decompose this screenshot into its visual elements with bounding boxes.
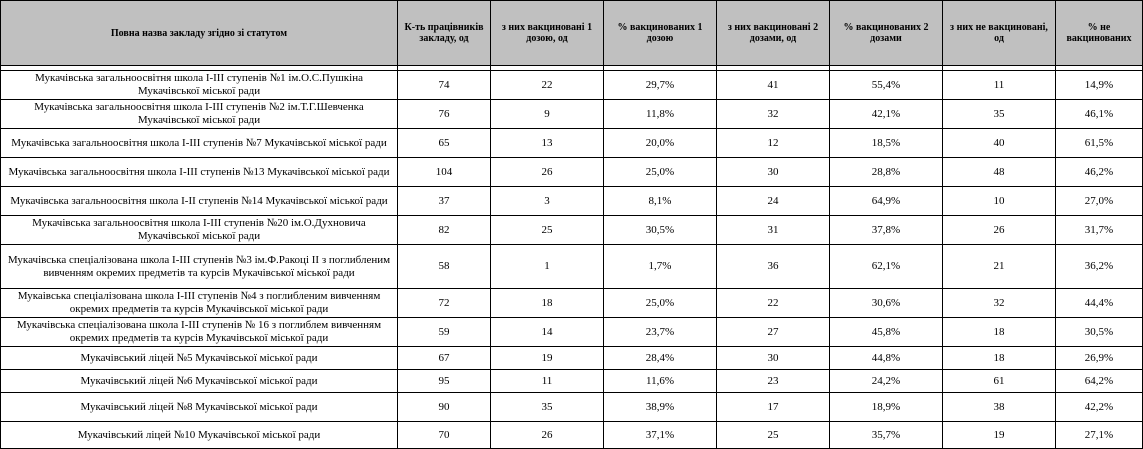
dose1-percent-cell: 20,0% <box>604 129 717 158</box>
unvaccinated-count-cell: 32 <box>943 289 1056 318</box>
dose2-count-cell: 27 <box>717 318 830 347</box>
staff-count-cell: 72 <box>398 289 491 318</box>
dose1-count-cell: 25 <box>491 216 604 245</box>
dose1-percent-cell: 8,1% <box>604 187 717 216</box>
header-vaccinated-dose2-percent: % вакцинованих 2 дозами <box>830 1 943 66</box>
institution-name-cell: Мукачівська загальноосвітня школа І-ІІІ ступенів №7 Мукачівської міської ради <box>1 129 398 158</box>
dose2-percent-cell: 37,8% <box>830 216 943 245</box>
institution-name-cell: Мукачівський ліцей №5 Мукачівської міської ради <box>1 347 398 370</box>
institution-name-cell: Мукачівська спеціалізована школа І-ІІІ ступенів №3 ім.Ф.Ракоці ІІ з поглибленим вивченням окремих предметів та курсів Мукачівської міської ради <box>1 245 398 289</box>
dose1-percent-cell: 38,9% <box>604 393 717 422</box>
unvaccinated-percent-cell: 27,0% <box>1056 187 1143 216</box>
header-unvaccinated-count: з них не вакциновані, од <box>943 1 1056 66</box>
dose1-count-cell: 18 <box>491 289 604 318</box>
table-row <box>1 187 1143 216</box>
dose1-percent-cell: 30,5% <box>604 216 717 245</box>
unvaccinated-percent-cell: 44,4% <box>1056 289 1143 318</box>
table-row <box>1 370 1143 393</box>
dose2-percent-cell: 35,7% <box>830 422 943 449</box>
table-row <box>1 245 1143 289</box>
unvaccinated-count-cell: 38 <box>943 393 1056 422</box>
unvaccinated-count-cell: 21 <box>943 245 1056 289</box>
table-row <box>1 158 1143 187</box>
dose2-percent-cell: 42,1% <box>830 100 943 129</box>
staff-count-cell: 76 <box>398 100 491 129</box>
institution-name-cell: Мукачівський ліцей №6 Мукачівської міської ради <box>1 370 398 393</box>
unvaccinated-count-cell: 40 <box>943 129 1056 158</box>
unvaccinated-count-cell: 11 <box>943 71 1056 100</box>
unvaccinated-percent-cell: 27,1% <box>1056 422 1143 449</box>
dose2-percent-cell: 44,8% <box>830 347 943 370</box>
header-vaccinated-dose1-percent: % вакцинованих 1 дозою <box>604 1 717 66</box>
institution-name-cell: Мукаівська спеціалізована школа І-ІІІ ступенів №4 з поглибленим вивченням окремих предметів та курсів Мукачівської міської ради <box>1 289 398 318</box>
dose1-count-cell: 19 <box>491 347 604 370</box>
dose2-count-cell: 32 <box>717 100 830 129</box>
dose1-percent-cell: 11,6% <box>604 370 717 393</box>
dose1-percent-cell: 37,1% <box>604 422 717 449</box>
dose2-count-cell: 30 <box>717 347 830 370</box>
staff-count-cell: 82 <box>398 216 491 245</box>
dose1-percent-cell: 25,0% <box>604 158 717 187</box>
table-row <box>1 216 1143 245</box>
unvaccinated-percent-cell: 42,2% <box>1056 393 1143 422</box>
unvaccinated-count-cell: 61 <box>943 370 1056 393</box>
dose1-count-cell: 22 <box>491 71 604 100</box>
dose2-count-cell: 41 <box>717 71 830 100</box>
unvaccinated-count-cell: 35 <box>943 100 1056 129</box>
unvaccinated-percent-cell: 26,9% <box>1056 347 1143 370</box>
header-vaccinated-dose2-count: з них вакциновані 2 дозами, од <box>717 1 830 66</box>
table-row <box>1 289 1143 318</box>
institution-name-cell: Мукачівський ліцей №8 Мукачівської міської ради <box>1 393 398 422</box>
header-staff-count: К-ть працівників закладу, од <box>398 1 491 66</box>
unvaccinated-percent-cell: 61,5% <box>1056 129 1143 158</box>
institution-name-cell: Мукачівська спеціалізована школа І-ІІІ ступенів № 16 з поглиблем вивченням окремих предметів та курсів Мукачівської міської ради <box>1 318 398 347</box>
unvaccinated-count-cell: 48 <box>943 158 1056 187</box>
dose1-count-cell: 1 <box>491 245 604 289</box>
institution-name-cell: Мукачівська загальноосвітня школа І-ІІІ ступенів №2 ім.Т.Г.Шевченка Мукачівської міської ради <box>1 100 398 129</box>
dose2-percent-cell: 18,5% <box>830 129 943 158</box>
unvaccinated-count-cell: 10 <box>943 187 1056 216</box>
dose1-percent-cell: 1,7% <box>604 245 717 289</box>
dose1-count-cell: 26 <box>491 158 604 187</box>
dose1-count-cell: 11 <box>491 370 604 393</box>
unvaccinated-count-cell: 19 <box>943 422 1056 449</box>
staff-count-cell: 95 <box>398 370 491 393</box>
staff-count-cell: 37 <box>398 187 491 216</box>
dose1-percent-cell: 11,8% <box>604 100 717 129</box>
staff-count-cell: 65 <box>398 129 491 158</box>
dose1-percent-cell: 29,7% <box>604 71 717 100</box>
staff-count-cell: 104 <box>398 158 491 187</box>
dose2-count-cell: 12 <box>717 129 830 158</box>
dose2-percent-cell: 64,9% <box>830 187 943 216</box>
unvaccinated-percent-cell: 14,9% <box>1056 71 1143 100</box>
table-row <box>1 129 1143 158</box>
dose2-percent-cell: 45,8% <box>830 318 943 347</box>
dose1-count-cell: 26 <box>491 422 604 449</box>
institution-name-cell: Мукачівська загальноосвітня школа І-ІІІ ступенів №20 ім.О.Духновича Мукачівської міської ради <box>1 216 398 245</box>
dose2-count-cell: 23 <box>717 370 830 393</box>
dose1-count-cell: 14 <box>491 318 604 347</box>
dose1-percent-cell: 25,0% <box>604 289 717 318</box>
dose1-count-cell: 9 <box>491 100 604 129</box>
dose2-percent-cell: 24,2% <box>830 370 943 393</box>
dose2-count-cell: 25 <box>717 422 830 449</box>
unvaccinated-percent-cell: 46,2% <box>1056 158 1143 187</box>
table-row <box>1 422 1143 449</box>
header-institution-name: Повна назва закладу згідно зі статутом <box>1 1 398 66</box>
unvaccinated-count-cell: 26 <box>943 216 1056 245</box>
unvaccinated-percent-cell: 64,2% <box>1056 370 1143 393</box>
staff-count-cell: 67 <box>398 347 491 370</box>
dose1-percent-cell: 28,4% <box>604 347 717 370</box>
dose2-count-cell: 36 <box>717 245 830 289</box>
dose2-count-cell: 31 <box>717 216 830 245</box>
header-vaccinated-dose1-count: з них вакциновані 1 дозою, од <box>491 1 604 66</box>
staff-count-cell: 59 <box>398 318 491 347</box>
institution-name-cell: Мукачівська загальноосвітня школа І-ІІІ ступенів №1 ім.О.С.Пушкіна Мукачівської міської ради <box>1 71 398 100</box>
dose1-count-cell: 13 <box>491 129 604 158</box>
table-row <box>1 71 1143 100</box>
dose1-percent-cell: 23,7% <box>604 318 717 347</box>
unvaccinated-count-cell: 18 <box>943 347 1056 370</box>
staff-count-cell: 70 <box>398 422 491 449</box>
dose2-percent-cell: 18,9% <box>830 393 943 422</box>
unvaccinated-percent-cell: 46,1% <box>1056 100 1143 129</box>
unvaccinated-count-cell: 18 <box>943 318 1056 347</box>
dose2-percent-cell: 30,6% <box>830 289 943 318</box>
table-row <box>1 347 1143 370</box>
unvaccinated-percent-cell: 36,2% <box>1056 245 1143 289</box>
dose2-percent-cell: 28,8% <box>830 158 943 187</box>
staff-count-cell: 74 <box>398 71 491 100</box>
dose2-percent-cell: 55,4% <box>830 71 943 100</box>
table-row <box>1 318 1143 347</box>
dose1-count-cell: 35 <box>491 393 604 422</box>
header-unvaccinated-percent: % не вакцинованих <box>1056 1 1143 66</box>
table-row <box>1 393 1143 422</box>
institution-name-cell: Мукачівський ліцей №10 Мукачівської міської ради <box>1 422 398 449</box>
dose2-count-cell: 17 <box>717 393 830 422</box>
institution-name-cell: Мукачівська загальноосвітня школа І-ІІ ступенів №14 Мукачівської міської ради <box>1 187 398 216</box>
unvaccinated-percent-cell: 31,7% <box>1056 216 1143 245</box>
dose2-count-cell: 30 <box>717 158 830 187</box>
table-row <box>1 100 1143 129</box>
institution-name-cell: Мукачівська загальноосвітня школа І-ІІІ ступенів №13 Мукачівської міської ради <box>1 158 398 187</box>
unvaccinated-percent-cell: 30,5% <box>1056 318 1143 347</box>
staff-count-cell: 58 <box>398 245 491 289</box>
dose2-count-cell: 24 <box>717 187 830 216</box>
header-row <box>1 1 1143 66</box>
dose2-percent-cell: 62,1% <box>830 245 943 289</box>
staff-count-cell: 90 <box>398 393 491 422</box>
dose1-count-cell: 3 <box>491 187 604 216</box>
dose2-count-cell: 22 <box>717 289 830 318</box>
